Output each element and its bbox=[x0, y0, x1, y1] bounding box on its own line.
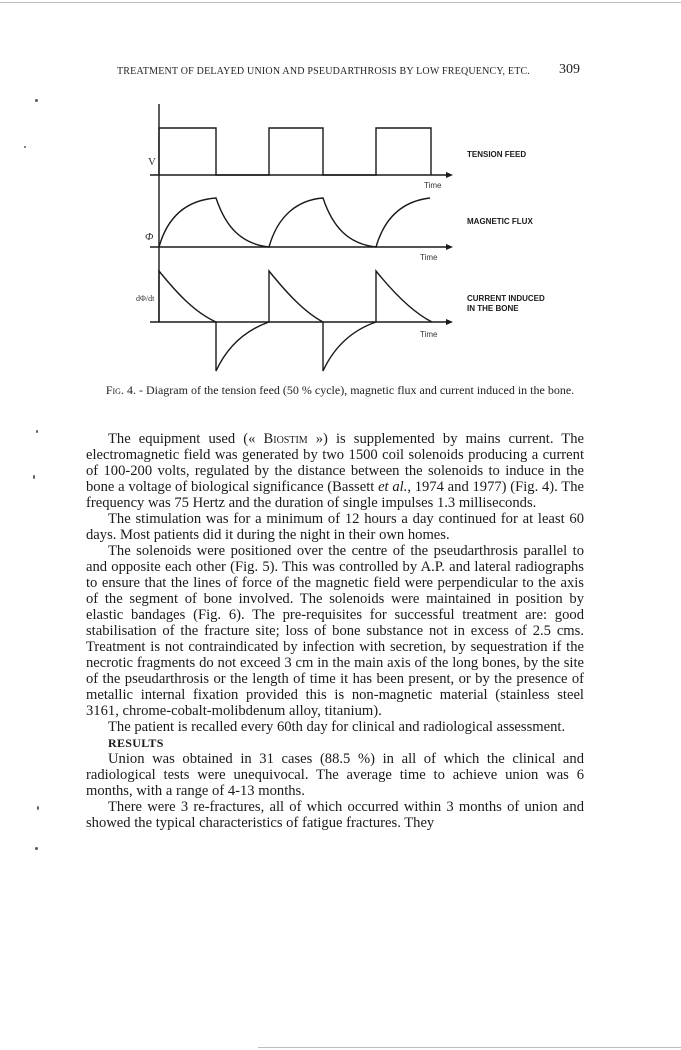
tension-square-wave bbox=[159, 128, 431, 175]
paragraph-solenoids: The solenoids were positioned over the centre of the pseudarthrosis parallel to and opposite each other (Fig. 5). This was controlled by A.P. and lateral radiographs to ensure that the lines of force of the magnetic field were perpendicular to the axis of the segment of bone involved. The solenoids were maintained in position by elastic bandages (Fig. 6). The pre-requisites for successful treatment are: good stabilisation of the fracture site; loss of bone substance not in excess of 2.5 cms. Treatment is not contraindicated by infection with secretion, by sequestration if the necrotic fragments do not exceed 3 cm in the main axis of the long bones, by the site of the pseudarthrosis or the length of time it has been present, or by the presence of metallic internal fixation provided this is non-magnetic material (stainless steel 3161, chrome-cobalt-molibdenum alloy, titanium). bbox=[86, 543, 584, 719]
paragraph-equipment-part-a: The equipment used (« bbox=[108, 431, 264, 447]
scan-speck bbox=[35, 847, 38, 850]
paragraph-recall: The patient is recalled every 60th day for clinical and radiological assessment. bbox=[108, 719, 566, 735]
waveform-diagram bbox=[0, 0, 681, 380]
current-induced-label-line2: IN THE BONE bbox=[467, 304, 519, 313]
current-waveform bbox=[159, 271, 432, 371]
flux-symbol: Φ bbox=[145, 231, 154, 243]
tension-time-label: Time bbox=[424, 181, 442, 190]
paragraph-equipment-part-c: , 1974 and 1977) (Fig. 4). The frequency was 75 Hertz and the duration of single impulses 1.3 milliseconds. bbox=[86, 479, 584, 511]
figure-caption bbox=[90, 383, 590, 397]
paragraph-stimulation: The stimulation was for a minimum of 12 hours a day continued for at least 60 days. Most patients did it during the night in their own homes. bbox=[86, 511, 584, 543]
paragraph-union: Union was obtained in 31 cases (88.5 %) in all of which the clinical and radiological tests were unequivocal. The average time to achieve union was 6 months, with a range of 4-13 months. bbox=[86, 751, 584, 799]
current-symbol: dΦ/dt bbox=[136, 294, 155, 303]
scan-speck bbox=[37, 806, 39, 810]
paragraph-refractures: There were 3 re-fractures, all of which occurred within 3 months of union and showed the typical characteristics of fatigue fractures. They bbox=[86, 799, 584, 831]
current-induced-label-line1: CURRENT INDUCED bbox=[467, 294, 545, 303]
current-axis-arrow bbox=[446, 319, 453, 325]
flux-time-label: Time bbox=[420, 253, 438, 262]
flux-axis-arrow bbox=[446, 244, 453, 250]
tension-feed-label: TENSION FEED bbox=[467, 150, 527, 159]
tension-symbol: V bbox=[148, 156, 156, 168]
scan-speck bbox=[35, 99, 38, 102]
running-head: TREATMENT OF DELAYED UNION AND PSEUDARTHROSIS BY LOW FREQUENCY, ETC. bbox=[117, 66, 531, 77]
magnetic-flux-label: MAGNETIC FLUX bbox=[467, 217, 533, 226]
tension-axis-arrow bbox=[446, 172, 453, 178]
citation-et-al: et al. bbox=[378, 479, 408, 495]
biostim-device-name: Biostim bbox=[263, 431, 308, 447]
paragraph-equipment-part-b: ») is supplemented by mains current. The electromagnetic field was generated by two 1500 coil solenoids producing a current of 100-200 volts, regulated by the distance between the solenoids to induce in the bone a voltage of biological significance (Bassett bbox=[86, 431, 584, 495]
page-bottom-edge bbox=[258, 1047, 681, 1048]
article-body bbox=[86, 431, 584, 831]
paragraph-equipment bbox=[86, 431, 584, 511]
scan-speck bbox=[36, 430, 38, 433]
results-heading: RESULTS bbox=[108, 736, 164, 750]
current-time-label: Time bbox=[420, 330, 438, 339]
scan-speck bbox=[33, 475, 35, 479]
page-number: 309 bbox=[559, 62, 580, 77]
scan-speck bbox=[24, 146, 26, 148]
figure-caption-prefix: Fig. 4. bbox=[105, 383, 136, 397]
flux-waveform bbox=[159, 198, 430, 247]
figure-caption-text: - Diagram of the tension feed (50 % cycle), magnetic flux and current induced in the bone. bbox=[135, 383, 575, 397]
